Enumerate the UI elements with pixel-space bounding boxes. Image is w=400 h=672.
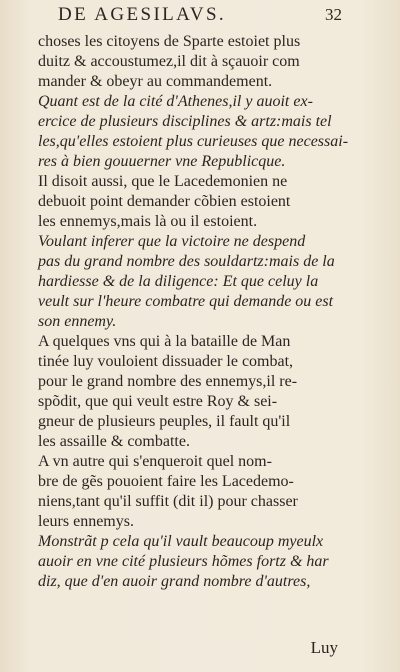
catchword: Luy (310, 638, 338, 657)
text-line: res à bien gouuerner vne Republicque. (38, 153, 286, 170)
text-line: A vn autre qui s'enqueroit quel nom- (38, 453, 272, 470)
text-line: auoir en vne cité plusieurs hõmes fortz & har (38, 553, 329, 570)
text-line: hardiesse & de la diligence: Et que celuy la (38, 273, 319, 290)
text-line: gneur de plusieurs peuples, il fault qu'il (38, 413, 291, 430)
text-line: les,qu'elles estoient plus curieuses que necessai- (38, 133, 349, 150)
text-line: niens,tant qu'il suffit (dit il) pour chasser (38, 493, 298, 510)
text-line: son ennemy. (38, 313, 117, 330)
text-line: duitz & accoustumez,il dit à sçauoir com (38, 53, 300, 70)
paragraph (38, 332, 343, 452)
text-line: leurs ennemys. (38, 513, 134, 530)
text-line: ercice de plusieurs disciplines & artz:mais tel (38, 113, 332, 130)
text-line: diz, que d'en auoir grand nombre d'autres, (38, 573, 311, 590)
paragraph (38, 452, 343, 532)
paragraph (38, 92, 349, 172)
text-line: choses les citoyens de Sparte estoiet plus (38, 33, 301, 50)
text-line: Il disoit aussi, que le Lacedemonien ne (38, 173, 288, 190)
running-head (0, 0, 400, 34)
text-line: les assaille & combatte. (38, 433, 190, 450)
text-line: tinée luy vouloient dissuader le combat, (38, 353, 294, 370)
text-line: Voulant inferer que la victoire ne despend (38, 233, 306, 250)
text-line: pour le grand nombre des ennemys,il re- (38, 373, 298, 390)
paragraph (38, 172, 343, 232)
paragraph (38, 32, 343, 92)
text-line: debuoit point demander cõbien estoient (38, 193, 291, 210)
paragraph (38, 532, 343, 592)
text-line: spõdit, que qui veult estre Roy & sei- (38, 393, 278, 410)
text-line: veult sur l'heure combatre qui demande ou est (38, 293, 334, 310)
text-line: Quant est de la cité d'Athenes,il y auoit ex- (38, 93, 313, 110)
body-text (38, 32, 349, 592)
text-line: les ennemys,mais là ou il estoient. (38, 213, 258, 230)
running-title: DE AGESILAVS. (58, 4, 227, 25)
text-line: bre de gẽs pouoient faire les Lacedemo- (38, 473, 294, 490)
text-line: mander & obeyr au commandement. (38, 73, 273, 90)
text-line: A quelques vns qui à la bataille de Man (38, 333, 291, 350)
text-line: pas du grand nombre des souldartz:mais de la (38, 253, 335, 270)
text-line: Monstrãt p cela qu'il vault beaucoup myeulx (38, 533, 324, 550)
page-number: 32 (325, 5, 342, 24)
paragraph (38, 232, 343, 332)
